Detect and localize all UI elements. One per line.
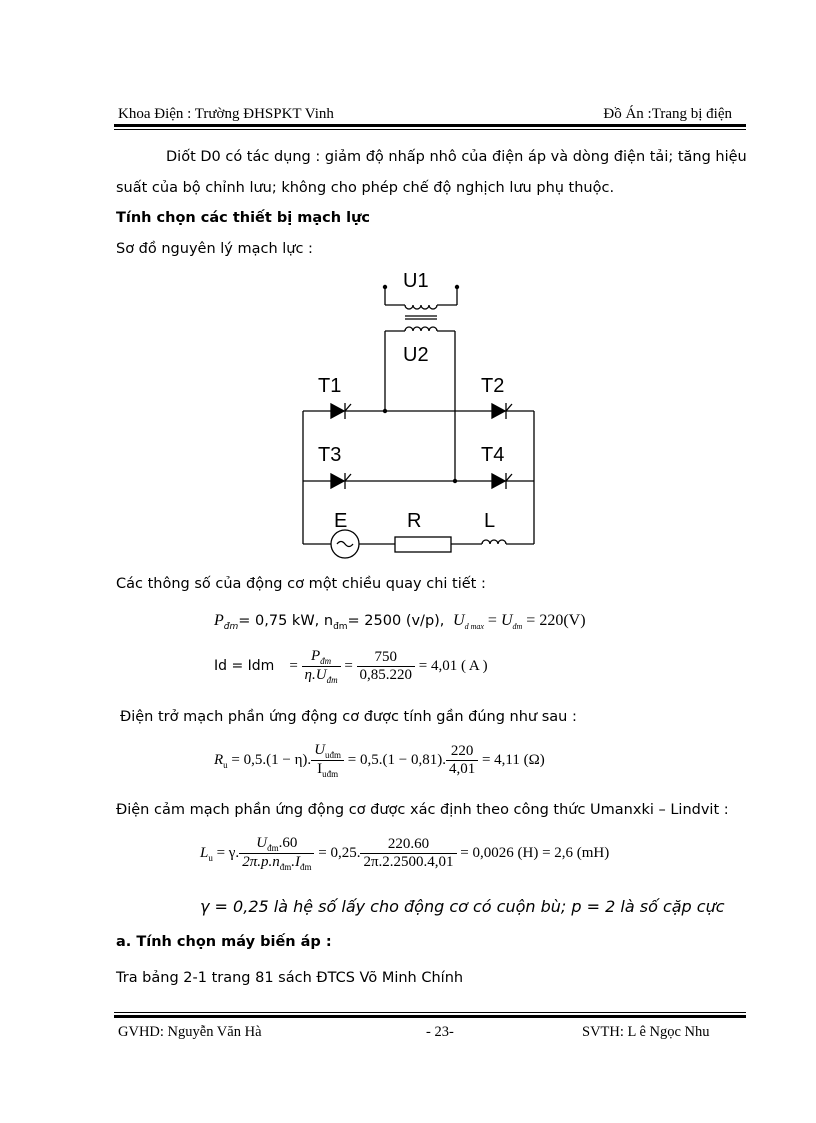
label-r: R xyxy=(407,510,422,532)
para1-line1: Diốt D0 có tác dụng : giảm độ nhấp nhô của điện áp và dòng điện tải; tăng hiệu xyxy=(166,149,747,165)
label-t4: T4 xyxy=(481,444,505,466)
header-left: Khoa Điện : Trường ĐHSPKT Vinh xyxy=(118,106,334,122)
gamma-note: γ = 0,25 là hệ số lấy cho động cơ có cuộn bù; p = 2 là số cặp cực xyxy=(200,897,725,916)
equation-current: Id = Idm = $\frac{P_{đm}}{\eta.U_{đm}}$ = $\frac{750}{0,85.220}$ = 4,01 ( A ) xyxy=(214,648,488,685)
schematic-intro: Sơ đồ nguyên lý mạch lực : xyxy=(116,241,313,257)
params-intro: Các thông số của động cơ một chiều quay chi tiết : xyxy=(116,576,486,592)
header-rule-thick xyxy=(114,124,746,127)
label-t1: T1 xyxy=(318,375,342,397)
circuit-schematic xyxy=(290,262,550,562)
footer-right: SVTH: L ê Ngọc Nhu xyxy=(582,1024,710,1040)
label-t3: T3 xyxy=(318,444,342,466)
label-e: E xyxy=(334,510,348,532)
label-u2: U2 xyxy=(403,344,429,366)
footer-left: GVHD: Nguyễn Văn Hà xyxy=(118,1024,262,1040)
para1-line2: suất của bộ chỉnh lưu; không cho phép chế độ nghịch lưu phụ thuộc. xyxy=(116,180,615,196)
label-u1: U1 xyxy=(403,270,429,292)
label-t2: T2 xyxy=(481,375,505,397)
header-rule-thin xyxy=(114,129,746,130)
thyristor-t1 xyxy=(331,404,344,418)
equation-power: $P_{đm}= 0,75$ kW, $n_{đm}= 2500$ (v/p), $U_{d max} = U_{đm} = 220(V)$ xyxy=(214,612,586,632)
label-l: L xyxy=(484,510,496,532)
heading-mach-luc: Tính chọn các thiết bị mạch lực xyxy=(116,210,371,226)
table-reference: Tra bảng 2-1 trang 81 sách ĐTCS Võ Minh Chính xyxy=(116,970,464,986)
equation-inductance: $L_u = \gamma$. $\frac{U_{đm}.60}{2\pi.p.n_{đm}.I_{đm}}$ = 0,25. $\frac{220.60}{2\pi.2.2500.4,01}$ = 0,0026 (H) = 2,6 (mH) xyxy=(200,835,610,872)
page-number: - 23- xyxy=(426,1024,454,1040)
thyristor-t3 xyxy=(331,474,344,488)
thyristor-t4 xyxy=(492,474,505,488)
footer-rule-thin xyxy=(114,1012,746,1013)
equation-resistance: $R_u = 0,5.(1 - \eta)$. $\frac{U_{uđm}}{I_{uđm}}$ = 0,5.(1 − 0,81). $\frac{220}{4,01}$ = 4,11 (Ω) xyxy=(214,742,545,779)
heading-transformer: a. Tính chọn máy biến áp : xyxy=(116,934,332,950)
footer-rule-thick xyxy=(114,1015,746,1018)
induct-intro: Điện cảm mạch phần ứng động cơ được xác định theo công thức Umanxki – Lindvit : xyxy=(116,802,729,818)
resist-intro: Điện trở mạch phần ứng động cơ được tính gần đúng như sau : xyxy=(120,709,577,725)
thyristor-t2 xyxy=(492,404,505,418)
header-right: Đồ Án :Trang bị điện xyxy=(603,106,732,122)
